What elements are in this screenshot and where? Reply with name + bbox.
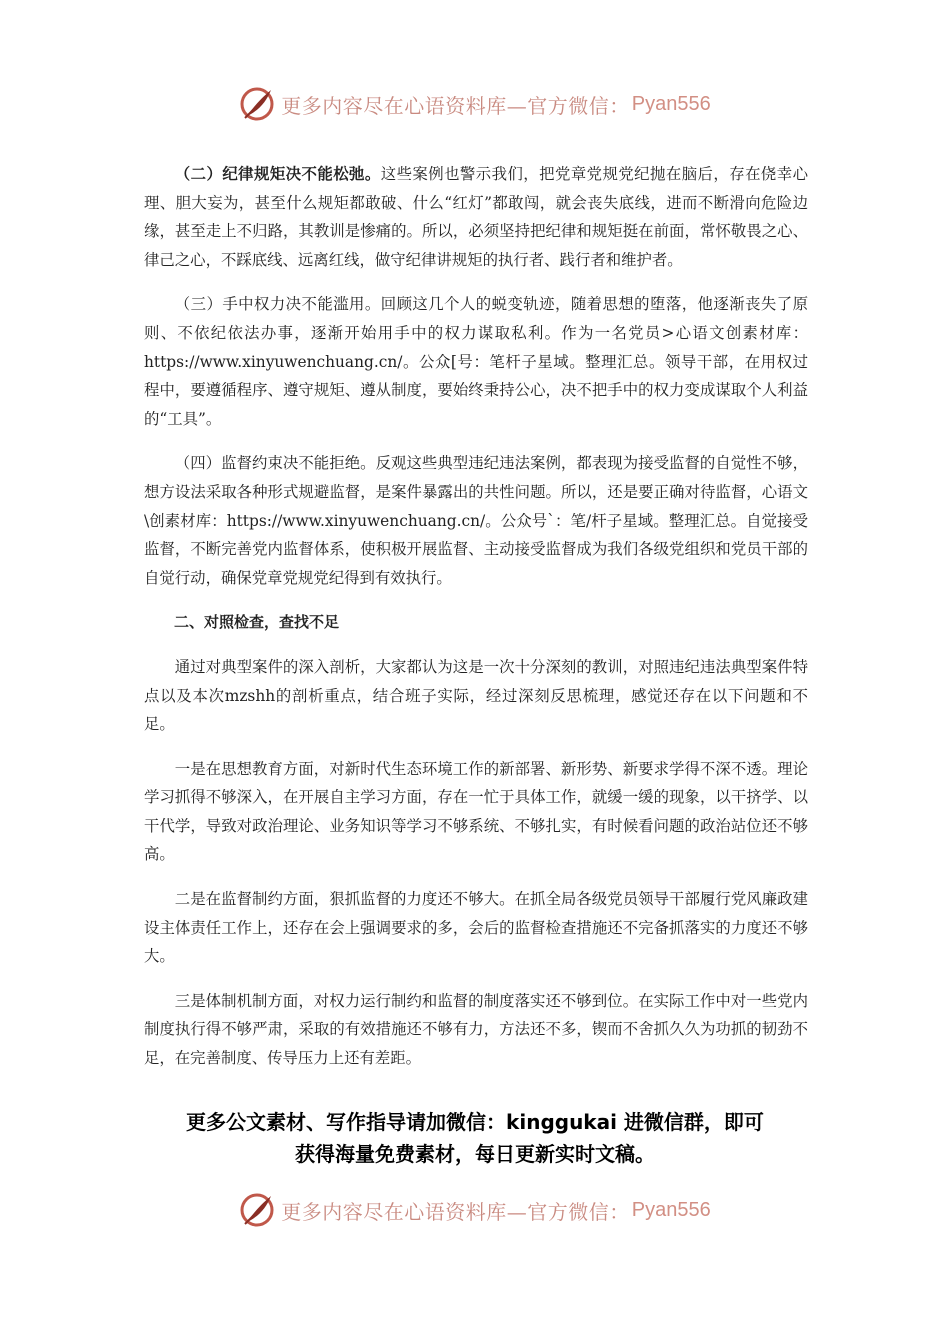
banner-wechat-id: Pyan556 xyxy=(631,1198,711,1221)
promo-line-2: 获得海量免费素材，每日更新实时文稿。 xyxy=(295,1142,655,1166)
quill-logo-icon xyxy=(239,86,275,122)
footer-banner xyxy=(0,1190,950,1230)
section-heading-check: 二、对照检查，查找不足 xyxy=(174,613,340,632)
promo-notice xyxy=(110,1106,840,1170)
paragraph-issue-education: 一是在思想教育方面，对新时代生态环境工作的新部署、新形势、新要求学得不深不透。理论学习抓得不够深入，在开展自主学习方面，存在一忙于具体工作，就缓一缓的现象，以干挤学、以干代学，导致对政治理论、业务知识等学习不够系统、不够扎实，有时候看问题的政治站位还不够高。 xyxy=(144,759,808,864)
banner-text: 更多内容尽在心语资料库—官方微信： xyxy=(281,93,630,118)
banner-wechat-id: Pyan556 xyxy=(631,92,711,115)
paragraph-supervision: （四）监督约束决不能拒绝。反观这些典型违纪违法案例，都表现为接受监督的自觉性不够，想方设法采取各种形式规避监督，是案件暴露出的共性问题。所以，还是要正确对待监督，心语文\创素材库：https://www.xinyuwenchuang.cn/。公众号`：笔/杆子星域。整理汇总。自觉接受监督，不断完善党内监督体系，使积极开展监督、主动接受监督成为我们各级党组织和党员干部的自觉行动，确保党章党规党纪得到有效执行。 xyxy=(144,454,808,587)
banner-text: 更多内容尽在心语资料库—官方微信： xyxy=(281,1199,630,1224)
quill-logo-icon xyxy=(239,1192,275,1228)
paragraph-issue-mechanism: 三是体制机制方面，对权力运行制约和监督的制度落实还不够到位。在实际工作中对一些党内制度执行得不够严肃，采取的有效措施还不够有力，方法还不多，锲而不舍抓久久为功抓的韧劲不足，在完善制度、传导压力上还有差距。 xyxy=(144,991,808,1068)
promo-line-1: 更多公文素材、写作指导请加微信：kinggukai 进微信群，即可 xyxy=(186,1110,764,1134)
header-banner xyxy=(0,84,950,124)
paragraph-discipline-body: 这些案例也警示我们，把党章党规党纪抛在脑后，存在侥幸心理、胆大妄为，甚至什么规矩都敢破、什么“红灯”都敢闯，就会丧失底线，进而不断滑向危险边缘，甚至走上不归路，其教训是惨痛的。所以，必须坚持把纪律和规矩挺在前面，常怀敬畏之心、律己之心，不踩底线、远离红线，做守纪律讲规矩的执行者、践行者和维护者。 xyxy=(144,165,808,269)
paragraph-issue-supervision: 二是在监督制约方面，狠抓监督的力度还不够大。在抓全局各级党员领导干部履行党风廉政建设主体责任工作上，还存在会上强调要求的多，会后的监督检查措施还不完备抓落实的力度还不够大。 xyxy=(144,890,808,966)
paragraph-power: （三）手中权力决不能滥用。回顾这几个人的蜕变轨迹，随着思想的堕落，他逐渐丧失了原则、不依纪依法办事，逐渐开始用手中的权力谋取私利。作为一名党员>心语文创素材库：https://www.xinyuwenchuang.cn/。公众[号：笔杆子星域。整理汇总。领导干部，在用权过程中，要遵循程序、遵守规矩、遵从制度，要始终秉持公心，决不把手中的权力变成谋取个人利益的“工具”。 xyxy=(144,295,808,428)
paragraph-analysis: 通过对典型案件的深入剖析，大家都认为这是一次十分深刻的教训，对照违纪违法典型案件特点以及本次mzshh的剖析重点，结合班子实际，经过深刻反思梳理，感觉还存在以下问题和不足。 xyxy=(144,657,808,734)
subheading-discipline: （二）纪律规矩决不能松弛。 xyxy=(174,165,381,183)
paragraph-discipline xyxy=(144,160,808,274)
document-body xyxy=(144,160,808,1089)
